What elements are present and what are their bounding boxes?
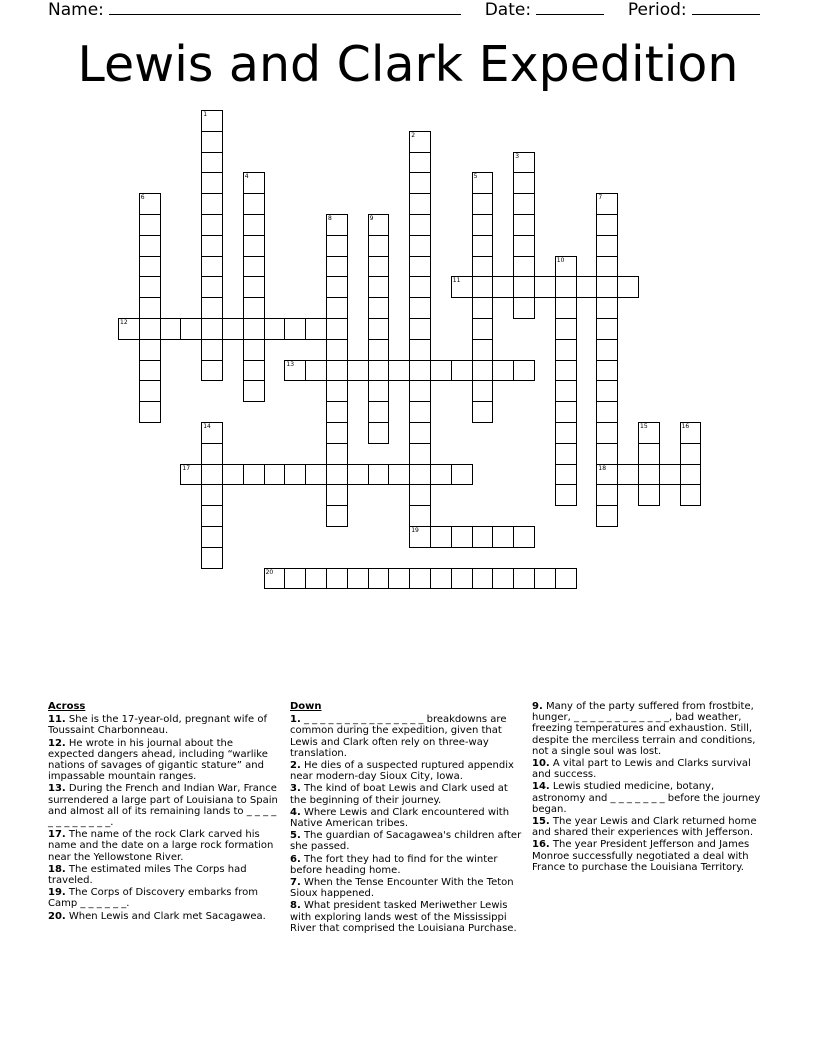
- clue-text: The kind of boat Lewis and Clark used at the beginning of their journey.: [290, 783, 508, 806]
- crossword-cell[interactable]: [201, 193, 223, 215]
- crossword-cell[interactable]: [201, 235, 223, 257]
- clue-text: Where Lewis and Clark encountered with Native American tribes.: [290, 806, 510, 830]
- crossword-cell[interactable]: [430, 568, 452, 590]
- crossword-cell[interactable]: [472, 526, 494, 548]
- crossword-cell[interactable]: [451, 276, 473, 298]
- crossword-cell[interactable]: [409, 505, 431, 527]
- crossword-cell[interactable]: [492, 568, 514, 590]
- clue-number: 5: [473, 173, 478, 181]
- clue-number-label: 13.: [48, 783, 66, 795]
- crossword-cell[interactable]: [680, 484, 702, 506]
- crossword-cell[interactable]: [596, 193, 618, 215]
- clue-number-label: 8.: [290, 900, 301, 912]
- clue-item: [532, 816, 764, 838]
- crossword-cell[interactable]: [617, 276, 639, 298]
- crossword-cell[interactable]: [596, 401, 618, 423]
- crossword-cell[interactable]: [284, 360, 306, 382]
- clue-item: [290, 807, 522, 829]
- crossword-cell[interactable]: [326, 380, 348, 402]
- crossword-cell[interactable]: [430, 526, 452, 548]
- clue-item: [48, 738, 282, 783]
- crossword-cell[interactable]: [451, 360, 473, 382]
- crossword-cell[interactable]: [243, 360, 265, 382]
- crossword-cell[interactable]: [409, 214, 431, 236]
- crossword-cell[interactable]: [409, 193, 431, 215]
- crossword-cell[interactable]: [409, 339, 431, 361]
- crossword-cell[interactable]: [222, 318, 244, 340]
- crossword-cell[interactable]: [409, 256, 431, 278]
- crossword-cell[interactable]: [596, 443, 618, 465]
- crossword-cell[interactable]: [243, 318, 265, 340]
- crossword-cell[interactable]: [513, 193, 535, 215]
- crossword-cell[interactable]: [638, 443, 660, 465]
- down-clues: [290, 701, 522, 935]
- clue-text: She is the 17-year-old, pregnant wife of Toussaint Charbonneau.: [48, 714, 267, 737]
- crossword-cell[interactable]: [472, 297, 494, 319]
- crossword-cell[interactable]: [368, 339, 390, 361]
- crossword-cell[interactable]: [388, 464, 410, 486]
- clue-item: [290, 900, 522, 934]
- date-label: Date:: [484, 0, 532, 20]
- clue-text: During the French and Indian War, France surrendered a large part of Louisiana to Spain and almost all of its remaining lands to _ _ _ _ _ _ _ _ _ _ _ _.: [48, 783, 278, 829]
- crossword-cell[interactable]: [596, 235, 618, 257]
- crossword-cell[interactable]: [513, 526, 535, 548]
- clue-text: The Corps of Discovery embarks from Camp _ _ _ _ _ _.: [48, 887, 258, 910]
- crossword-cell[interactable]: [264, 464, 286, 486]
- crossword-cell[interactable]: [201, 318, 223, 340]
- crossword-cell[interactable]: [513, 276, 535, 298]
- page-title: Lewis and Clark Expedition: [77, 36, 739, 93]
- clue-number-label: 4.: [290, 806, 301, 818]
- crossword-cell[interactable]: [409, 276, 431, 298]
- crossword-cell[interactable]: [326, 276, 348, 298]
- down-heading: Down: [290, 701, 322, 712]
- clue-number-label: 7.: [290, 877, 301, 889]
- crossword-cell[interactable]: [617, 464, 639, 486]
- crossword-cell[interactable]: [243, 235, 265, 257]
- crossword-cell[interactable]: [326, 422, 348, 444]
- down-clues-continued: [532, 701, 764, 874]
- crossword-cell[interactable]: [201, 422, 223, 444]
- clue-number: 13: [286, 360, 295, 368]
- clue-number-label: 3.: [290, 783, 301, 795]
- crossword-cell[interactable]: [243, 193, 265, 215]
- crossword-cell[interactable]: [139, 214, 161, 236]
- clue-item: [48, 887, 282, 909]
- crossword-cell[interactable]: [139, 318, 161, 340]
- crossword-cell[interactable]: [368, 276, 390, 298]
- crossword-cell[interactable]: [555, 380, 577, 402]
- crossword-cell[interactable]: [534, 568, 556, 590]
- crossword-cell[interactable]: [326, 484, 348, 506]
- crossword-cell[interactable]: [388, 568, 410, 590]
- crossword-cell[interactable]: [472, 318, 494, 340]
- crossword-cell[interactable]: [201, 276, 223, 298]
- crossword-cell[interactable]: [596, 318, 618, 340]
- crossword-cell[interactable]: [596, 464, 618, 486]
- crossword-cell[interactable]: [326, 235, 348, 257]
- crossword-cell[interactable]: [472, 360, 494, 382]
- clue-item: [290, 760, 522, 782]
- clue-number: 9: [369, 215, 374, 222]
- crossword-cell[interactable]: [596, 360, 618, 382]
- crossword-cell[interactable]: [555, 568, 577, 590]
- clue-number-label: 10.: [532, 758, 550, 770]
- crossword-cell[interactable]: [139, 193, 161, 215]
- crossword-cell[interactable]: [284, 464, 306, 486]
- clue-number-label: 20.: [48, 910, 66, 922]
- crossword-cell[interactable]: [513, 360, 535, 382]
- crossword-cell[interactable]: [326, 505, 348, 527]
- crossword-cell[interactable]: [409, 131, 431, 153]
- crossword-cell[interactable]: [201, 360, 223, 382]
- clue-number-label: 19.: [48, 887, 66, 899]
- crossword-cell[interactable]: [472, 172, 494, 194]
- crossword-cell[interactable]: [201, 505, 223, 527]
- crossword-cell[interactable]: [201, 547, 223, 569]
- crossword-cell[interactable]: [180, 464, 202, 486]
- crossword-cell[interactable]: [180, 318, 202, 340]
- clue-text: The fort they had to find for the winter before heading home.: [290, 853, 498, 876]
- clue-item: [532, 758, 764, 780]
- clue-text: Many of the party suffered from frostbite, hunger, _ _ _ _ _ _ _ _ _ _ _ _, bad weather, freezing temperatures and exhaustion. Still, despite the merciless terrain and conditions, not a single soul was lost.: [532, 701, 756, 757]
- clue-number: 17: [182, 464, 191, 472]
- crossword-cell[interactable]: [139, 401, 161, 423]
- crossword-cell[interactable]: [472, 401, 494, 423]
- across-heading: Across: [48, 701, 86, 712]
- crossword-cell[interactable]: [596, 297, 618, 319]
- period-label: Period:: [627, 0, 687, 20]
- clue-item: [290, 714, 522, 759]
- crossword-cell[interactable]: [305, 568, 327, 590]
- crossword-cell[interactable]: [326, 214, 348, 236]
- crossword-cell[interactable]: [409, 318, 431, 340]
- crossword-cell[interactable]: [326, 256, 348, 278]
- crossword-cell[interactable]: [368, 568, 390, 590]
- crossword-cell[interactable]: [160, 318, 182, 340]
- clue-number-label: 5.: [290, 830, 301, 842]
- crossword-cell[interactable]: [513, 297, 535, 319]
- crossword-cell[interactable]: [596, 484, 618, 506]
- crossword-cell[interactable]: [347, 360, 369, 382]
- clue-item: [290, 830, 522, 852]
- clue-number: 1: [203, 111, 208, 118]
- crossword-cell[interactable]: [326, 318, 348, 340]
- crossword-cell[interactable]: [201, 526, 223, 548]
- crossword-cell[interactable]: [596, 380, 618, 402]
- crossword-cell[interactable]: [430, 464, 452, 486]
- crossword-cell[interactable]: [596, 276, 618, 298]
- crossword-cell[interactable]: [243, 256, 265, 278]
- crossword-cell[interactable]: [659, 464, 681, 486]
- crossword-cell[interactable]: [368, 235, 390, 257]
- crossword-cell[interactable]: [555, 256, 577, 278]
- name-label: Name:: [48, 0, 104, 20]
- crossword-cell[interactable]: [368, 360, 390, 382]
- crossword-cell[interactable]: [596, 214, 618, 236]
- crossword-cell[interactable]: [492, 360, 514, 382]
- crossword-cell[interactable]: [534, 276, 556, 298]
- clue-item: [48, 714, 282, 736]
- crossword-cell[interactable]: [555, 422, 577, 444]
- clue-item: [290, 783, 522, 805]
- crossword-cell[interactable]: [201, 256, 223, 278]
- crossword-cell[interactable]: [492, 276, 514, 298]
- clue-number: 20: [265, 568, 274, 576]
- clue-item: [532, 781, 764, 815]
- crossword-cell[interactable]: [264, 318, 286, 340]
- crossword-cell[interactable]: [326, 568, 348, 590]
- crossword-cell[interactable]: [284, 318, 306, 340]
- crossword-cell[interactable]: [555, 318, 577, 340]
- crossword-cell[interactable]: [305, 318, 327, 340]
- clue-number-label: 6.: [290, 853, 301, 865]
- crossword-cell[interactable]: [451, 568, 473, 590]
- crossword-cell[interactable]: [368, 464, 390, 486]
- crossword-cell[interactable]: [305, 464, 327, 486]
- clue-number: 12: [120, 319, 128, 326]
- crossword-cell[interactable]: [596, 339, 618, 361]
- crossword-cell[interactable]: [201, 131, 223, 153]
- crossword-cell[interactable]: [409, 172, 431, 194]
- crossword-cell[interactable]: [139, 256, 161, 278]
- crossword-cell[interactable]: [513, 172, 535, 194]
- clue-number: 6: [140, 194, 145, 202]
- crossword-cell[interactable]: [243, 339, 265, 361]
- crossword-cell[interactable]: [243, 276, 265, 298]
- crossword-cell[interactable]: [326, 464, 348, 486]
- crossword-cell[interactable]: [638, 422, 660, 444]
- crossword-cell[interactable]: [326, 339, 348, 361]
- crossword-cell[interactable]: [201, 172, 223, 194]
- crossword-cell[interactable]: [472, 568, 494, 590]
- crossword-cell[interactable]: [347, 464, 369, 486]
- crossword-cell[interactable]: [139, 339, 161, 361]
- crossword-cell[interactable]: [243, 172, 265, 194]
- crossword-cell[interactable]: [368, 297, 390, 319]
- clue-item: [48, 911, 282, 922]
- clue-number-label: 1.: [290, 714, 301, 726]
- clue-number: 19: [411, 527, 419, 534]
- clue-number: 18: [598, 464, 607, 472]
- crossword-cell[interactable]: [243, 214, 265, 236]
- crossword-cell[interactable]: [430, 360, 452, 382]
- crossword-cell[interactable]: [555, 464, 577, 486]
- crossword-cell[interactable]: [513, 214, 535, 236]
- crossword-cell[interactable]: [409, 235, 431, 257]
- crossword-cell[interactable]: [638, 484, 660, 506]
- crossword-cell[interactable]: [472, 276, 494, 298]
- crossword-cell[interactable]: [201, 339, 223, 361]
- crossword-cell[interactable]: [596, 256, 618, 278]
- clue-item: [48, 829, 282, 863]
- crossword-cell[interactable]: [555, 484, 577, 506]
- crossword-cell[interactable]: [243, 464, 265, 486]
- crossword-cell[interactable]: [513, 568, 535, 590]
- crossword-cell[interactable]: [680, 422, 702, 444]
- crossword-cell[interactable]: [472, 256, 494, 278]
- clue-number: 16: [681, 423, 690, 430]
- crossword-cell[interactable]: [472, 380, 494, 402]
- crossword-cell[interactable]: [201, 152, 223, 174]
- crossword-cell[interactable]: [555, 360, 577, 382]
- clue-item: [532, 701, 764, 757]
- crossword-cell[interactable]: [368, 214, 390, 236]
- clue-text: The name of the rock Clark carved his name and the date on a large rock formation near the Yellowstone River.: [48, 829, 274, 863]
- crossword-cell[interactable]: [139, 360, 161, 382]
- crossword-cell[interactable]: [368, 422, 390, 444]
- crossword-cell[interactable]: [368, 318, 390, 340]
- clue-text: He wrote in his journal about the expected dangers ahead, including “warlike nations of savages of gigantic stature” and impassable mountain ranges.: [48, 737, 268, 783]
- clue-text: Lewis studied medicine, botany, astronomy and _ _ _ _ _ _ _ before the journey began.: [532, 781, 761, 815]
- crossword-cell[interactable]: [555, 276, 577, 298]
- crossword-cell[interactable]: [555, 401, 577, 423]
- crossword-cell[interactable]: [264, 568, 286, 590]
- crossword-cell[interactable]: [368, 380, 390, 402]
- clue-text: When Lewis and Clark met Sacagawea.: [65, 910, 266, 922]
- crossword-cell[interactable]: [347, 568, 369, 590]
- crossword-cell[interactable]: [680, 443, 702, 465]
- crossword-cell[interactable]: [139, 297, 161, 319]
- crossword-cell[interactable]: [409, 484, 431, 506]
- crossword-cell[interactable]: [118, 318, 140, 340]
- crossword-cell[interactable]: [513, 256, 535, 278]
- clue-number: 11: [452, 277, 461, 285]
- clue-number-label: 14.: [532, 781, 550, 793]
- crossword-cell[interactable]: [139, 380, 161, 402]
- crossword-cell[interactable]: [243, 297, 265, 319]
- crossword-cell[interactable]: [409, 526, 431, 548]
- crossword-cell[interactable]: [326, 360, 348, 382]
- crossword-cell[interactable]: [555, 339, 577, 361]
- clue-number: 2: [411, 131, 416, 139]
- crossword-cell[interactable]: [409, 422, 431, 444]
- crossword-cell[interactable]: [555, 297, 577, 319]
- crossword-cell[interactable]: [201, 443, 223, 465]
- crossword-cell[interactable]: [472, 235, 494, 257]
- crossword-cell[interactable]: [409, 297, 431, 319]
- clue-text: What president tasked Meriwether Lewis with exploring lands west of the Mississippi River that comprised the Louisiana Purchase.: [290, 900, 517, 934]
- crossword-cell[interactable]: [409, 464, 431, 486]
- crossword-cell[interactable]: [409, 568, 431, 590]
- clue-text: When the Tense Encounter With the Teton Sioux happened.: [290, 877, 514, 900]
- clue-number: 8: [328, 215, 332, 222]
- clue-item: [290, 877, 522, 899]
- crossword-cell[interactable]: [409, 380, 431, 402]
- clue-item: [532, 839, 764, 873]
- clue-text: The estimated miles The Corps had traveled.: [48, 863, 247, 887]
- clue-number-label: 16.: [532, 839, 550, 851]
- crossword-cell[interactable]: [305, 360, 327, 382]
- crossword-cell[interactable]: [472, 214, 494, 236]
- crossword-cell[interactable]: [451, 464, 473, 486]
- crossword-cell[interactable]: [326, 443, 348, 465]
- crossword-cell[interactable]: [555, 443, 577, 465]
- clue-number-label: 17.: [48, 829, 66, 841]
- crossword-cell[interactable]: [492, 526, 514, 548]
- crossword-cell[interactable]: [409, 152, 431, 174]
- crossword-cell[interactable]: [139, 235, 161, 257]
- crossword-cell[interactable]: [409, 443, 431, 465]
- clue-item: [290, 854, 522, 876]
- crossword-cell[interactable]: [326, 297, 348, 319]
- clue-text: The year President Jefferson and James Monroe successfully negotiated a deal with France to purchase the Louisiana Territory.: [532, 839, 750, 873]
- clue-number: 4: [244, 173, 249, 181]
- clue-number-label: 9.: [532, 701, 543, 712]
- crossword-cell[interactable]: [513, 152, 535, 174]
- clue-number-label: 15.: [532, 816, 550, 828]
- clue-number: 10: [556, 256, 565, 264]
- crossword-cell[interactable]: [596, 505, 618, 527]
- crossword-cell[interactable]: [284, 568, 306, 590]
- clue-number-label: 18.: [48, 863, 66, 875]
- crossword-cell[interactable]: [201, 464, 223, 486]
- crossword-cell[interactable]: [409, 401, 431, 423]
- clue-number: 7: [598, 194, 603, 202]
- crossword-cell[interactable]: [513, 235, 535, 257]
- clue-item: [48, 783, 282, 828]
- clue-item: [48, 864, 282, 886]
- crossword-cell[interactable]: [368, 401, 390, 423]
- crossword-cell[interactable]: [326, 401, 348, 423]
- clue-text: _ _ _ _ _ _ _ _ _ _ _ _ _ _ _ breakdowns are common during the expedition, given that Lewis and Clark often rely on three-way translation.: [290, 714, 507, 759]
- clue-text: The guardian of Sacagawea's children after she passed.: [290, 830, 522, 853]
- crossword-cell[interactable]: [201, 297, 223, 319]
- clue-number: 3: [515, 152, 520, 160]
- crossword-cell[interactable]: [368, 256, 390, 278]
- crossword-cell[interactable]: [451, 526, 473, 548]
- crossword-cell[interactable]: [201, 484, 223, 506]
- crossword-cell[interactable]: [409, 360, 431, 382]
- crossword-cell[interactable]: [576, 276, 598, 298]
- clue-text: He dies of a suspected ruptured appendix near modern-day Sioux City, Iowa.: [290, 760, 514, 783]
- clue-number-label: 2.: [290, 760, 301, 772]
- crossword-cell[interactable]: [243, 380, 265, 402]
- crossword-cell[interactable]: [680, 464, 702, 486]
- crossword-cell[interactable]: [472, 339, 494, 361]
- crossword-cell[interactable]: [388, 360, 410, 382]
- crossword-cell[interactable]: [222, 464, 244, 486]
- across-clues: [48, 701, 282, 923]
- crossword-cell[interactable]: [472, 193, 494, 215]
- clue-number: 15: [640, 423, 648, 430]
- crossword-cell[interactable]: [201, 214, 223, 236]
- clue-number: 14: [203, 423, 211, 430]
- crossword-cell[interactable]: [638, 464, 660, 486]
- crossword-cell[interactable]: [201, 110, 223, 132]
- clue-text: The year Lewis and Clark returned home and shared their experiences with Jefferson.: [532, 816, 757, 839]
- clue-number-label: 11.: [48, 714, 66, 726]
- clue-number-label: 12.: [48, 737, 66, 749]
- crossword-cell[interactable]: [139, 276, 161, 298]
- crossword-cell[interactable]: [596, 422, 618, 444]
- clue-text: A vital part to Lewis and Clarks survival and success.: [532, 758, 751, 781]
